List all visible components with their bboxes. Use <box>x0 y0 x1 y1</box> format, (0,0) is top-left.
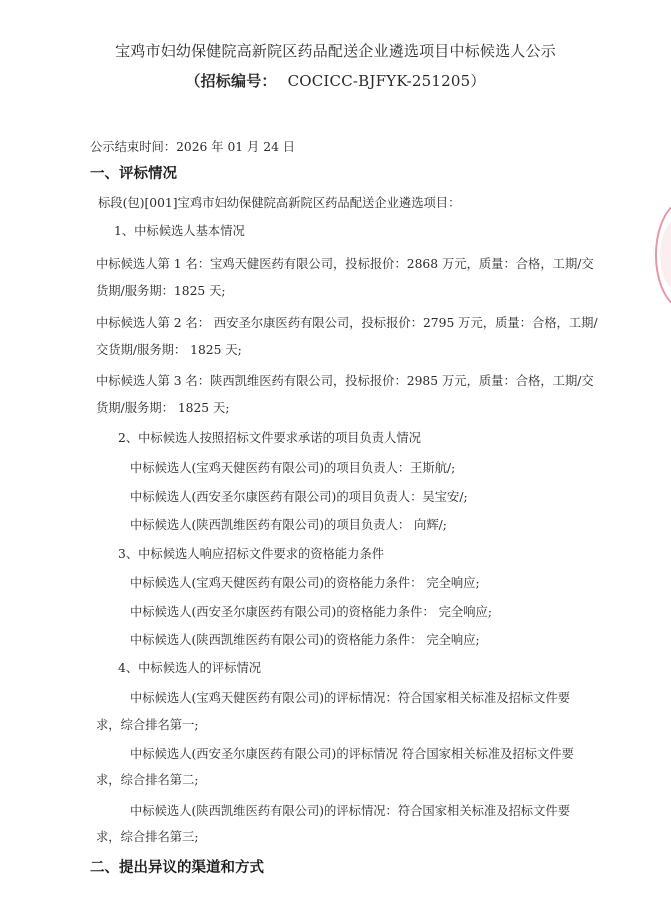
candidate-2-line-1: 中标候选人第 2 名： 西安圣尔康医药有限公司，投标报价：2795 万元，质量：合格，工期/ <box>96 316 598 330</box>
sub-heading-qualification: 3、中标候选人响应招标文件要求的资格能力条件 <box>118 547 385 561</box>
tender-code <box>0 70 671 91</box>
tender-code-value: COCICC-BJFYK-251205） <box>287 72 486 90</box>
candidate-2-line-2: 交货期/服务期： 1825 天; <box>96 343 242 357</box>
lot-line: 标段(包)[001]宝鸡市妇幼保健院高新院区药品配送企业遴选项目： <box>98 196 461 210</box>
document-title: 宝鸡市妇幼保健院高新院区药品配送企业遴选项目中标候选人公示 <box>115 42 556 60</box>
project-leader-2: 中标候选人(西安圣尔康医药有限公司)的项目负责人：吴宝安/; <box>130 490 468 504</box>
evaluation-3-line-1: 中标候选人(陕西凯维医药有限公司)的评标情况：符合国家相关标准及招标文件要 <box>130 804 570 818</box>
publicity-end-time: 公示结束时间：2026 年 01 月 24 日 <box>90 140 296 154</box>
project-leader-3: 中标候选人(陕西凯维医药有限公司)的项目负责人： 向辉/; <box>130 518 447 532</box>
candidate-1-line-1: 中标候选人第 1 名：宝鸡天健医药有限公司，投标报价：2868 万元，质量：合格，工期/交 <box>96 257 594 271</box>
red-seal-stamp <box>655 200 671 310</box>
tender-code-label: （招标编号： <box>185 72 277 90</box>
section-heading-evaluation: 一、评标情况 <box>90 166 177 182</box>
section-heading-objection-channel: 二、提出异议的渠道和方式 <box>90 860 264 876</box>
sub-heading-basic-info: 1、中标候选人基本情况 <box>114 224 245 238</box>
evaluation-1-line-2: 求，综合排名第一; <box>96 718 199 732</box>
candidate-1-line-2: 货期/服务期：1825 天; <box>96 284 226 298</box>
evaluation-2-line-1: 中标候选人(西安圣尔康医药有限公司)的评标情况 符合国家相关标准及招标文件要 <box>130 747 574 761</box>
qualification-1: 中标候选人(宝鸡天健医药有限公司)的资格能力条件： 完全响应; <box>130 576 480 590</box>
sub-heading-project-leader: 2、中标候选人按照招标文件要求承诺的项目负责人情况 <box>118 431 421 445</box>
candidate-3-line-1: 中标候选人第 3 名：陕西凯维医药有限公司，投标报价：2985 万元，质量：合格，工期/交 <box>96 374 594 388</box>
project-leader-1: 中标候选人(宝鸡天健医药有限公司)的项目负责人：王斯航/; <box>130 461 456 475</box>
sub-heading-evaluation-result: 4、中标候选人的评标情况 <box>118 661 262 675</box>
evaluation-1-line-1: 中标候选人(宝鸡天健医药有限公司)的评标情况：符合国家相关标准及招标文件要 <box>130 691 570 705</box>
evaluation-2-line-2: 求，综合排名第二; <box>96 773 199 787</box>
candidate-3-line-2: 货期/服务期： 1825 天; <box>96 401 230 415</box>
qualification-3: 中标候选人(陕西凯维医药有限公司)的资格能力条件： 完全响应; <box>130 633 480 647</box>
qualification-2: 中标候选人(西安圣尔康医药有限公司)的资格能力条件： 完全响应; <box>130 605 492 619</box>
evaluation-3-line-2: 求，综合排名第三; <box>96 830 199 844</box>
